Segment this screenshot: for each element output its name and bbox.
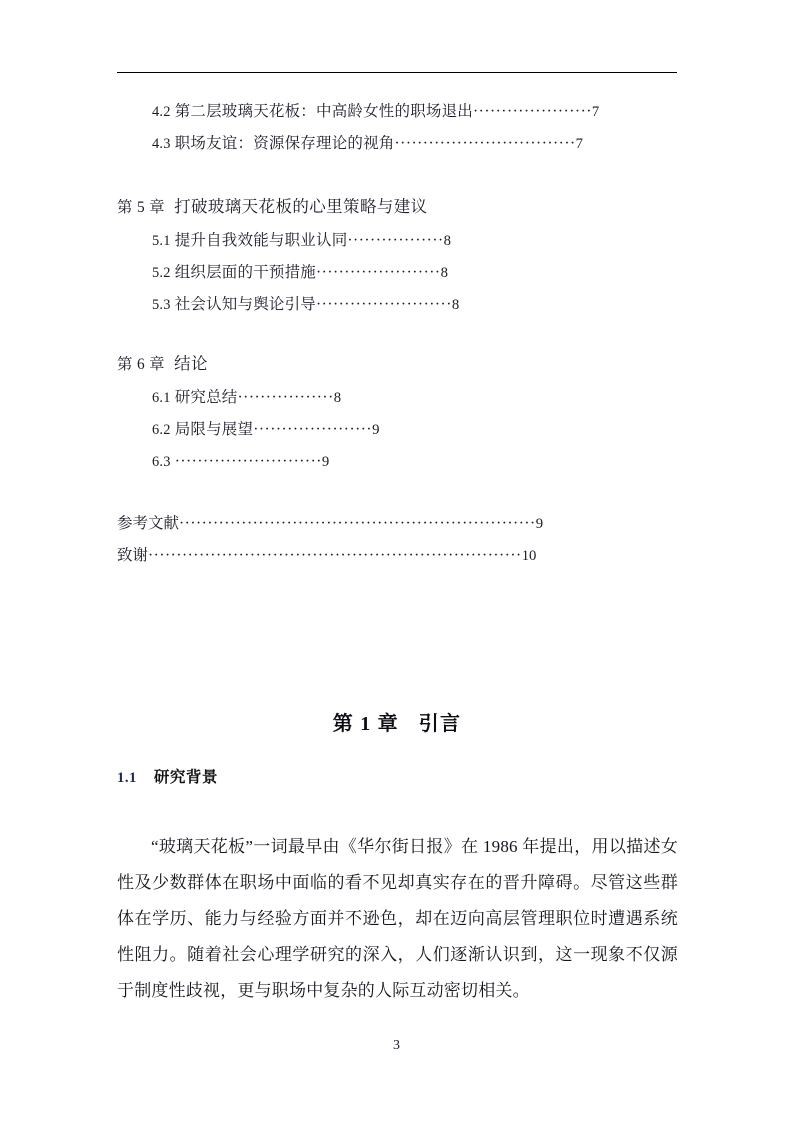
toc-leader-dots: ································: [394, 135, 576, 152]
toc-entry[interactable]: [117, 446, 679, 478]
toc-spacer: [117, 160, 679, 190]
toc-entry-number: 5.3: [152, 297, 171, 313]
toc-entry-title: 研究总结: [174, 389, 238, 406]
toc-entry-title: 局限与展望: [174, 421, 254, 438]
toc-entry-page: 9: [535, 516, 544, 532]
toc-entry[interactable]: [117, 96, 679, 128]
toc-spacer: [117, 478, 679, 508]
toc-entry[interactable]: [117, 414, 679, 446]
toc-entry-page: 8: [333, 390, 342, 406]
toc-entry[interactable]: [117, 508, 679, 540]
section-heading-1-1: [117, 765, 218, 787]
toc-leader-dots: ··························: [174, 453, 322, 470]
toc-entry-number: 第 6 章: [117, 356, 165, 373]
toc-entry-page: 9: [321, 454, 330, 470]
toc-leader-dots: ·····················: [253, 421, 373, 438]
toc-entry-page: 7: [575, 136, 584, 152]
table-of-contents: [117, 96, 679, 572]
toc-entry-title: 致谢: [117, 547, 149, 564]
toc-entry-number: 5.2: [152, 265, 171, 281]
section-number: 1.1: [117, 770, 137, 786]
toc-entry-title: 社会认知与舆论引导: [174, 296, 316, 313]
toc-entry[interactable]: [117, 257, 679, 289]
toc-leader-dots: ······················: [316, 264, 441, 281]
toc-entry-number: 4.2: [152, 104, 171, 120]
toc-entry-page: 8: [443, 233, 452, 249]
body-paragraph: “玻璃天花板”一词最早由《华尔街日报》在 1986 年提出，用以描述女性及少数群体在职场中面临的看不见却真实存在的晋升障碍。尽管这些群体在学历、能力与经验方面并不逊色，却在迈向高层管理职位时遭遇系统性阻力。随着社会心理学研究的深入，人们逐渐认识到，这一现象不仅源于制度性歧视，更与职场中复杂的人际互动密切相关。: [117, 837, 678, 1000]
toc-leader-dots: ························: [316, 296, 452, 313]
toc-entry[interactable]: [117, 225, 679, 257]
toc-entry-page: 8: [451, 297, 460, 313]
header-rule: [117, 72, 677, 73]
toc-entry-number: 4.3: [152, 136, 171, 152]
toc-entry-number: 第 5 章: [117, 199, 165, 216]
toc-entry-number: 6.3: [152, 454, 171, 470]
toc-leader-dots: ·····················: [473, 103, 592, 120]
toc-entry-title: 打破玻璃天花板的心里策略与建议: [174, 197, 428, 216]
toc-leader-dots: ·················: [347, 232, 444, 249]
toc-entry-page: 7: [591, 104, 600, 120]
toc-entry[interactable]: [117, 289, 679, 321]
toc-entry-title: 职场友谊：资源保存理论的视角: [174, 135, 395, 152]
chapter-title: [117, 707, 677, 736]
toc-entry[interactable]: [117, 382, 679, 414]
toc-entry-number: 6.1: [152, 390, 171, 406]
chapter-title-text: 引言: [418, 713, 462, 735]
chapter-number: 第 1 章: [332, 713, 399, 735]
toc-entry-number: 5.1: [152, 233, 171, 249]
section-title: 研究背景: [153, 769, 218, 786]
toc-number-gap: [165, 197, 174, 216]
toc-entry[interactable]: [117, 347, 679, 382]
toc-entry-number: 6.2: [152, 422, 171, 438]
toc-number-gap: [165, 354, 174, 373]
toc-entry[interactable]: [117, 128, 679, 160]
toc-spacer: [117, 321, 679, 347]
page-number: 3: [393, 1038, 400, 1053]
toc-entry[interactable]: [117, 540, 679, 572]
toc-entry-page: 8: [440, 265, 449, 281]
toc-entry-title: 组织层面的干预措施: [174, 264, 316, 281]
toc-entry-title: 提升自我效能与职业认同: [174, 232, 348, 249]
toc-entry-page: 9: [372, 422, 380, 438]
toc-leader-dots: ·······························································: [179, 515, 536, 532]
toc-entry-title: 第二层玻璃天花板：中高龄女性的职场退出: [174, 103, 473, 120]
toc-leader-dots: ··································································: [148, 547, 522, 564]
toc-entry[interactable]: [117, 190, 679, 225]
toc-leader-dots: ·················: [237, 389, 334, 406]
toc-entry-page: 10: [521, 548, 537, 564]
toc-entry-title: 结论: [174, 354, 208, 373]
toc-entry-title: 参考文献: [117, 515, 180, 532]
